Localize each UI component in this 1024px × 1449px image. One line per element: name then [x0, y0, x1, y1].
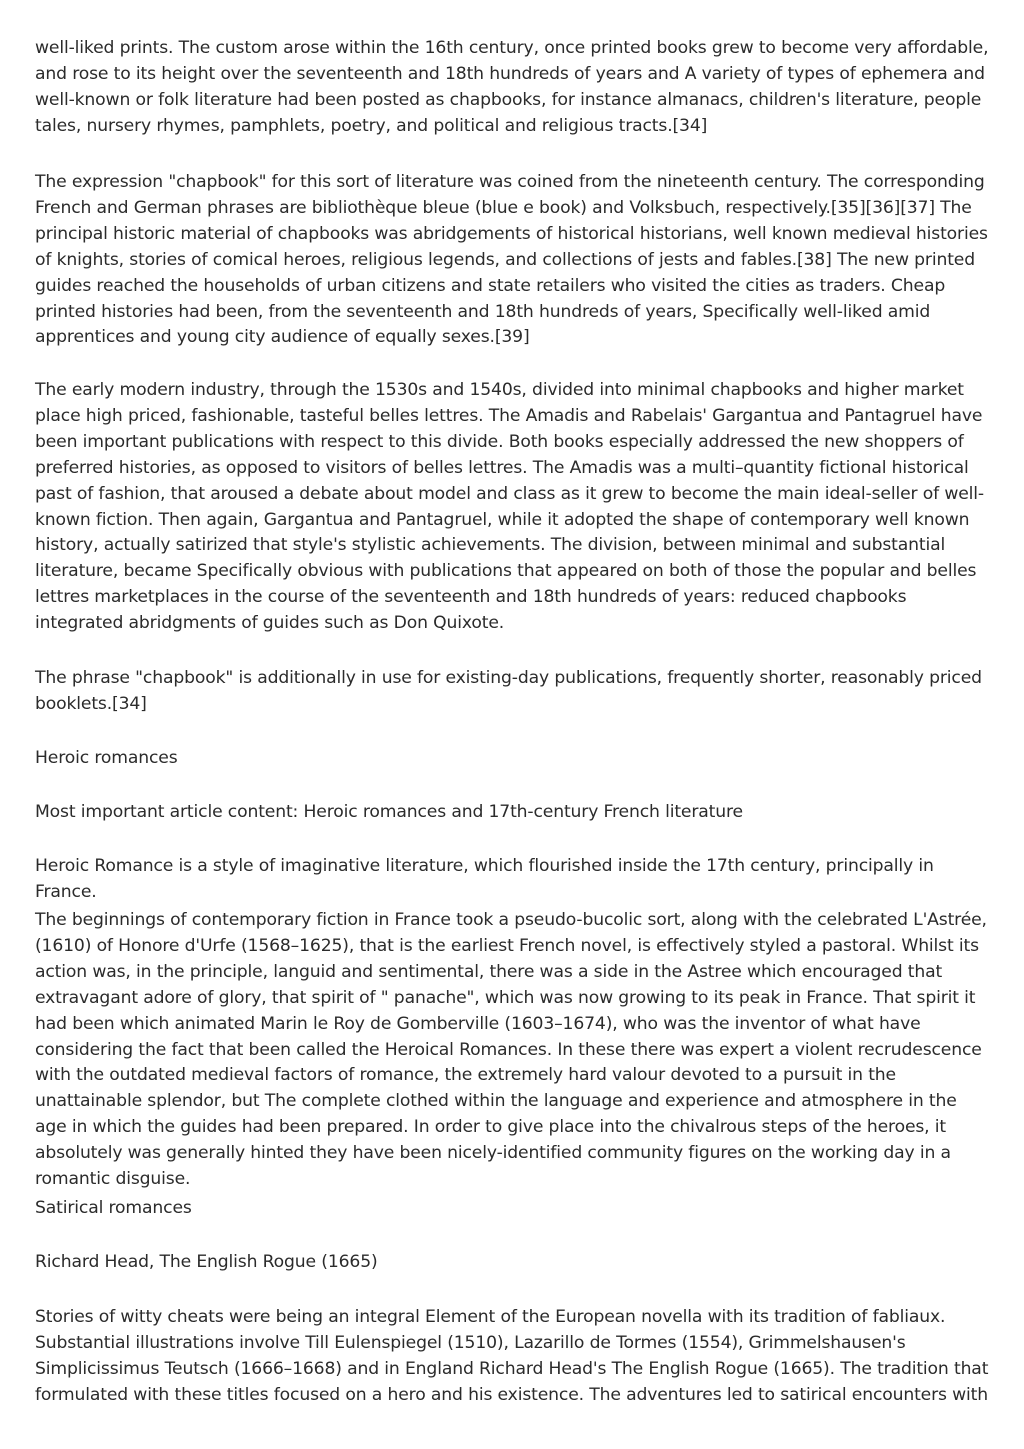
section-heading-heroic-romances: Heroic romances	[35, 748, 178, 768]
section-heading-satirical-romances: Satirical romances	[35, 1198, 192, 1218]
image-caption-english-rogue: Richard Head, The English Rogue (1665)	[35, 1252, 378, 1272]
paragraph-early-modern-industry: The early modern industry, through the 1530s and 1540s, divided into minimal chapbooks and higher market place high priced, fashionable, tasteful belles lettres. The Amadis and Rabelais' Gargantua and Pantagruel have been important publications with respect to this divide. Both books especially addressed the new shoppers of preferred histories, as opposed to visitors of belles lettres. The Amadis was a multi–quantity fictional historical past of fashion, that aroused a debate about model and class as it grew to become the main ideal-seller of well-known fiction. Then again, Gargantua and Pantagruel, while it adopted the shape of contemporary well known history, actually satirized that style's stylistic achievements. The division, between minimal and substantial literature, became Specifically obvious with publications that appeared on both of those the popular and belles lettres marketplaces in the course of the seventeenth and 18th hundreds of years: reduced chapbooks integrated abridgments of guides such as Don Quixote.	[35, 380, 984, 634]
paragraph-satirical-body: Stories of witty cheats were being an integral Element of the European novella with its tradition of fabliaux. Substantial illustrations involve Till Eulenspiegel (1510), Lazarillo de Tormes (1554), Grimmelshausen's Simplicissimus Teutsch (1666–1668) and in England Richard Head's The English Rogue (1665). The tradition that formulated with these titles focused on a hero and his existence. The adventures led to satirical encounters with	[35, 1307, 989, 1405]
paragraph-chapbook-modern-use: The phrase "chapbook" is additionally in use for existing-day publications, frequently shorter, reasonably priced booklets.[34]	[35, 668, 982, 714]
paragraph-chapbook-expression: The expression "chapbook" for this sort of literature was coined from the nineteenth century. The corresponding French and German phrases are bibliothèque bleue (blue e book) and Volksbuch, respectively.[35][36][37] The principal historic material of chapbooks was abridgements of historical historians, well known medieval histories of knights, stories of comical heroes, religious legends, and collections of jests and fables.[38] The new printed guides reached the households of urban citizens and state retailers who visited the cities as traders. Cheap printed histories had been, from the seventeenth and 18th hundreds of years, Specifically well-liked amid apprentices and young city audience of equally sexes.[39]	[35, 172, 988, 348]
main-article-note: Most important article content: Heroic romances and 17th-century French literature	[35, 802, 743, 822]
paragraph-chapbook-custom: well-liked prints. The custom arose within the 16th century, once printed books grew to become very affordable, and rose to its height over the seventeenth and 18th hundreds of years and A variety of types of ephemera and well-known or folk literature had been posted as chapbooks, for instance almanacs, children's literature, people tales, nursery rhymes, pamphlets, poetry, and political and religious tracts.[34]	[35, 38, 989, 136]
paragraph-heroic-body: The beginnings of contemporary fiction in France took a pseudo-bucolic sort, along with the celebrated L'Astrée, (1610) of Honore d'Urfe (1568–1625), that is the earliest French novel, is effectively styled a pastoral. Whilst its action was, in the principle, languid and sentimental, there was a side in the Astree which encouraged that extravagant adore of glory, that spirit of " panache", which was now growing to its peak in France. That spirit it had been which animated Marin le Roy de Gomberville (1603–1674), who was the inventor of what have considering the fact that been called the Heroical Romances. In these there was expert a violent recrudescence with the outdated medieval factors of romance, the extremely hard valour devoted to a pursuit in the unattainable splendor, but The complete clothed within the language and experience and atmosphere in the age in which the guides had been prepared. In order to give place into the chivalrous steps of the heroes, it absolutely was generally hinted they have been nicely-identified community figures on the working day in a romantic disguise.	[35, 910, 987, 1190]
paragraph-heroic-intro: Heroic Romance is a style of imaginative literature, which flourished inside the 17th century, principally in France.	[35, 856, 934, 902]
